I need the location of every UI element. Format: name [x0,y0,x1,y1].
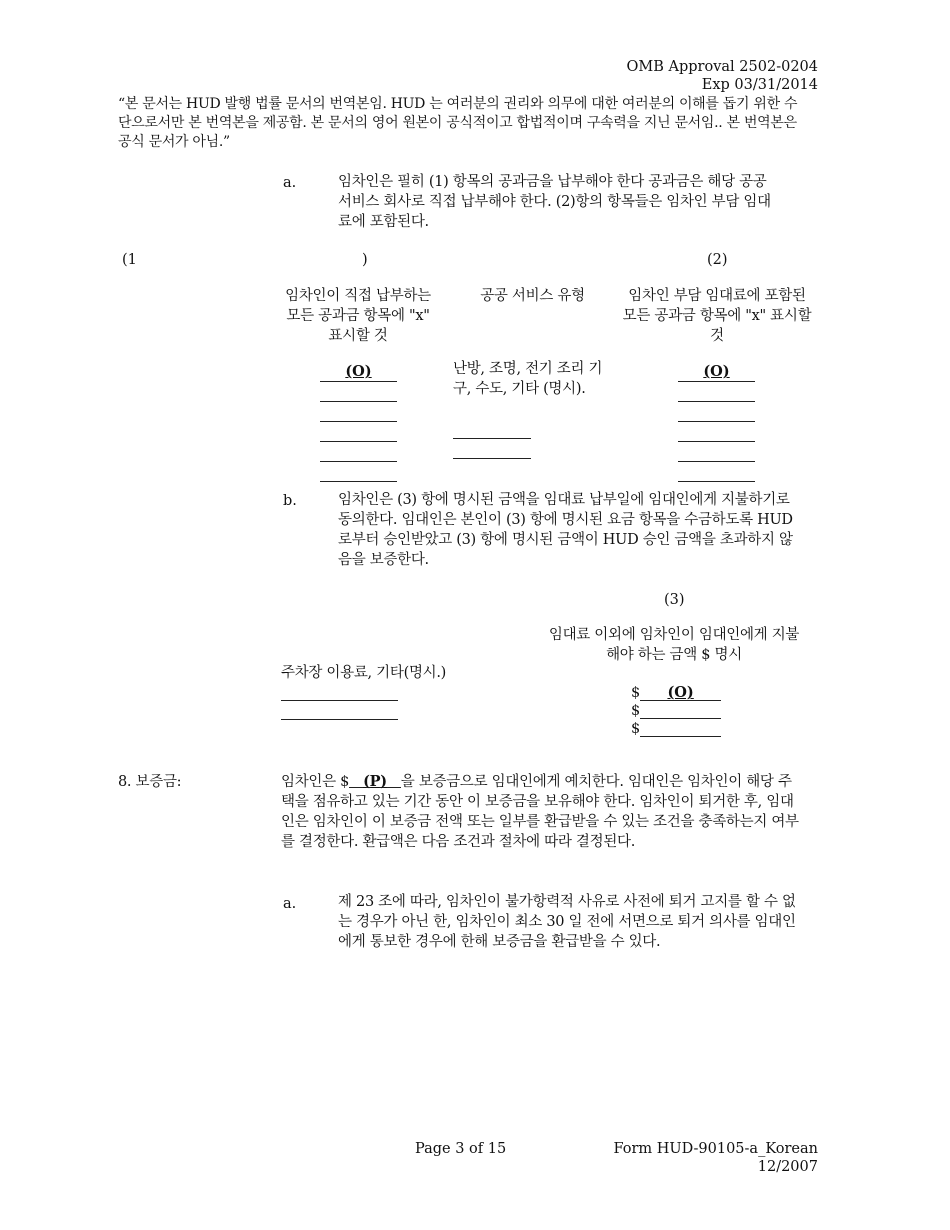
col2-first-mark: (O) [703,363,730,380]
col2-check-line[interactable] [678,422,755,442]
translation-disclaimer: “본 문서는 HUD 발행 법률 문서의 번역본임. HUD 는 여러분의 권리와 의무에 대한 여러분의 이해를 돕기 위한 수단으로서만 본 번역본을 제공함. 본 문서의 영어 원본이 공식적이고 합법적이며 구속력을 지닌 문서임.. 본 번역본은 공식 문서가 아님.” [118,96,798,150]
section-a-marker: a. [283,175,297,191]
currency-sign: $ [631,703,641,719]
section-8a-marker: a. [283,896,297,912]
service-type-header: 공공 서비스 유형 [480,288,585,304]
col2-check-line[interactable] [678,382,755,402]
col1-check-line[interactable] [320,382,397,402]
section-8-label: 8. 보증금: [118,774,182,790]
col1-header: 임차인이 직접 납부하는 모든 공과금 항목에 "x" 표시할 것 [285,288,431,344]
col3-number: (3) [664,592,685,608]
deposit-prefix: 임차인은 $ [281,774,350,790]
col1-check-lines [320,362,397,482]
first-amount: (O) [667,684,694,701]
col1-check-line[interactable] [320,462,397,482]
amount-field[interactable] [640,719,721,737]
deposit-amount-field[interactable] [349,772,401,788]
service-other-line[interactable] [453,419,531,439]
col2-check-line[interactable] [678,402,755,422]
col1-check-line[interactable] [320,422,397,442]
amount-field[interactable] [640,683,721,701]
service-other-lines [453,419,531,459]
col3-header: 임대료 이외에 임차인이 임대인에게 지불해야 하는 금액 $ 명시 [548,627,800,663]
col2-check-lines [678,362,755,482]
omb-approval: OMB Approval 2502-0204 [626,59,818,75]
section-b-marker: b. [283,493,297,509]
other-charge-lines [281,682,398,720]
form-date: 12/2007 [757,1159,818,1175]
deposit-mark: (P) [363,773,387,790]
currency-sign: $ [631,721,641,737]
parking-label: 주차장 이용료, 기타(명시.) [281,665,447,681]
amount-row [631,719,721,737]
deposit-suffix: 을 보증금으로 임대인에게 예치한다. 임대인은 임차인이 해당 주택을 점유하고 있는 기간 동안 이 보증금을 보유해야 한다. 임차인이 퇴거한 후, 임대인은 임차인이 이 보증금 전액 또는 일부를 환급받을 수 있는 조건을 충족하는지 여부를 결정한다. 환급액은 다음 조건과 절차에 따라 결정된다. [281,774,799,850]
col2-number: (2) [707,252,728,268]
col1-check-line[interactable] [320,402,397,422]
service-other-line[interactable] [453,439,531,459]
section-a-text: 임차인은 필히 (1) 항목의 공과금을 납부해야 한다 공과금은 해당 공공 서비스 회사로 직접 납부해야 한다. (2)항의 항목들은 임차인 부담 임대료에 포함된다. [338,174,771,230]
section-8-text [281,772,801,852]
col1-first-mark: (O) [345,363,372,380]
col1-check-line[interactable] [320,442,397,462]
amount-row [631,683,721,701]
other-charge-line[interactable] [281,682,398,701]
expiration-date: Exp 03/31/2014 [701,77,818,93]
currency-sign: $ [631,685,641,701]
col1-check-line[interactable] [320,362,397,382]
col1-number-open: (1 [122,252,137,268]
amount-field[interactable] [640,701,721,719]
amount-row [631,701,721,719]
col1-number-close: ) [362,252,368,268]
service-types: 난방, 조명, 전기 조리 기구, 수도, 기타 (명시). [453,361,603,397]
section-b-text: 임차인은 (3) 항에 명시된 금액을 임대료 납부일에 임대인에게 지불하기로 동의한다. 임대인은 본인이 (3) 항에 명시된 요금 항목을 수금하도록 HUD 로부터 승인받았고 (3) 항에 명시된 금액이 HUD 승인 금액을 초과하지 않음을 보증한다. [338,492,793,568]
col2-check-line[interactable] [678,362,755,382]
other-charge-line[interactable] [281,701,398,720]
col2-check-line[interactable] [678,462,755,482]
section-8a-text: 제 23 조에 따라, 임차인이 불가항력적 사유로 사전에 퇴거 고지를 할 수 없는 경우가 아닌 한, 임차인이 최소 30 일 전에 서면으로 퇴거 의사를 임대인에게 통보한 경우에 한해 보증금을 환급받을 수 있다. [338,894,796,950]
amount-lines [631,683,721,737]
form-number: Form HUD-90105-a_Korean [613,1141,818,1157]
col2-header: 임차인 부담 임대료에 포함된 모든 공과금 항목에 "x" 표시할 것 [622,288,812,344]
col2-check-line[interactable] [678,442,755,462]
page-number: Page 3 of 15 [415,1141,507,1157]
